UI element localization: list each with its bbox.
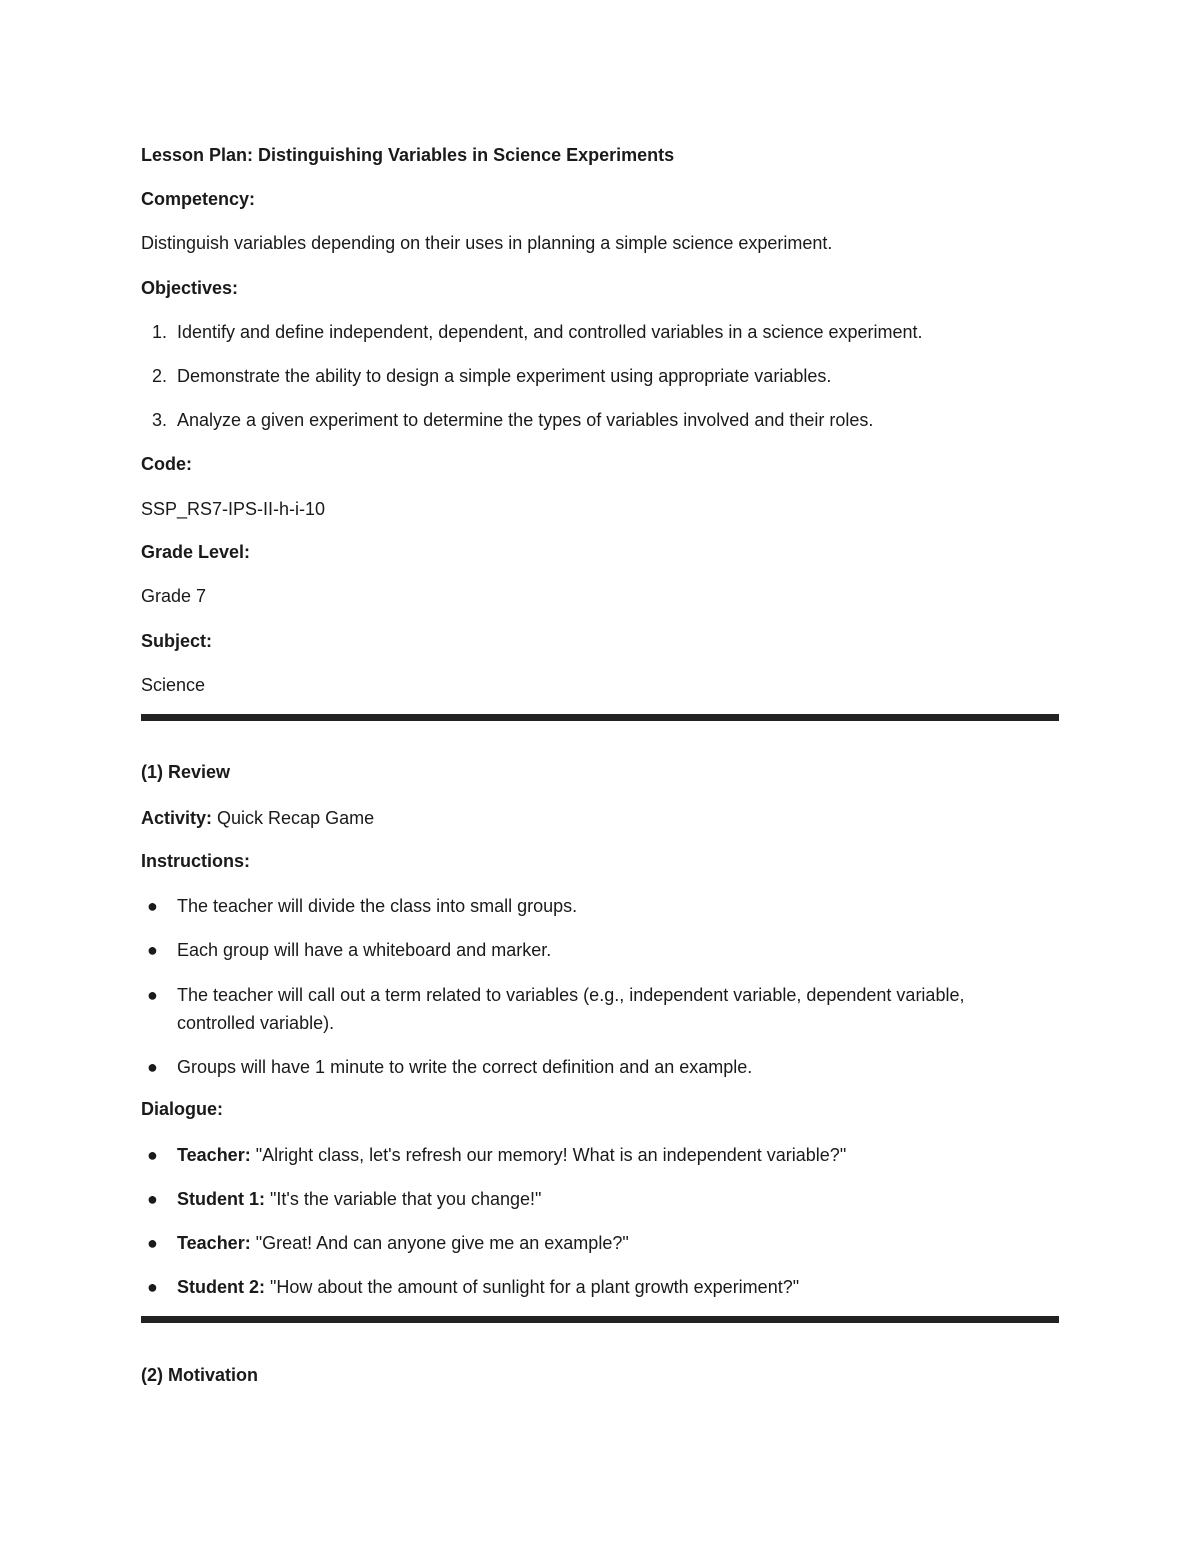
- dialogue-line: "Great! And can anyone give me an example?": [255, 1233, 629, 1253]
- bullet-dot-icon: ●: [147, 985, 158, 1005]
- grade-level-value: Grade 7: [141, 586, 207, 606]
- dialogue-speaker: Teacher:: [177, 1233, 251, 1253]
- objective-number: 1.: [151, 322, 167, 342]
- dialogue-item: [147, 1185, 1017, 1213]
- activity-label: Activity:: [141, 808, 213, 828]
- dialogue-item: [147, 1229, 1017, 1257]
- instruction-item: [147, 936, 1017, 964]
- section-divider: [141, 714, 1059, 721]
- objectives-heading: Objectives:: [141, 278, 239, 298]
- dialogue-item: [147, 1141, 1017, 1169]
- objective-text: Analyze a given experiment to determine the types of variables involved and their roles.: [177, 410, 874, 430]
- dialogue-line: "It's the variable that you change!": [270, 1189, 542, 1209]
- subject-value: Science: [141, 675, 206, 695]
- objective-text: Demonstrate the ability to design a simple experiment using appropriate variables.: [177, 366, 832, 386]
- competency-heading: Competency:: [141, 189, 256, 209]
- review-heading: (1) Review: [141, 762, 231, 782]
- document-page: [141, 0, 1059, 1553]
- subject-heading: Subject:: [141, 631, 213, 651]
- bullet-dot-icon: ●: [147, 896, 158, 916]
- dialogue-speaker: Teacher:: [177, 1145, 251, 1165]
- objective-item: [151, 406, 1017, 434]
- code-heading: Code:: [141, 454, 192, 474]
- dialogue-speaker: Student 2:: [177, 1277, 265, 1297]
- instruction-text: The teacher will divide the class into small groups.: [177, 896, 578, 916]
- document-title: Lesson Plan: Distinguishing Variables in Science Experiments: [141, 145, 675, 165]
- objective-number: 3.: [151, 410, 167, 430]
- activity-line: [141, 806, 374, 830]
- section-divider: [141, 1316, 1059, 1323]
- dialogue-line: "How about the amount of sunlight for a plant growth experiment?": [270, 1277, 800, 1297]
- instruction-item: [147, 1053, 1017, 1081]
- grade-level-heading: Grade Level:: [141, 542, 251, 562]
- instruction-item: [147, 981, 1017, 1037]
- bullet-dot-icon: ●: [147, 1145, 158, 1165]
- bullet-dot-icon: ●: [147, 1277, 158, 1297]
- bullet-dot-icon: ●: [147, 940, 158, 960]
- dialogue-line: "Alright class, let's refresh our memory! What is an independent variable?": [255, 1145, 847, 1165]
- competency-text: Distinguish variables depending on their uses in planning a simple science experiment.: [141, 233, 833, 253]
- dialogue-item: [147, 1273, 1017, 1301]
- instruction-text: Each group will have a whiteboard and marker.: [177, 940, 552, 960]
- instruction-text: Groups will have 1 minute to write the correct definition and an example.: [177, 1057, 753, 1077]
- bullet-dot-icon: ●: [147, 1233, 158, 1253]
- dialogue-heading: Dialogue:: [141, 1099, 224, 1119]
- bullet-dot-icon: ●: [147, 1057, 158, 1077]
- objective-item: [151, 362, 1017, 390]
- instructions-heading: Instructions:: [141, 851, 251, 871]
- objective-item: [151, 318, 1017, 346]
- instruction-text: The teacher will call out a term related to variables (e.g., independent variable, dependent variable, controlled variable).: [177, 985, 965, 1033]
- code-value: SSP_RS7-IPS-II-h-i-10: [141, 499, 326, 519]
- objective-number: 2.: [151, 366, 167, 386]
- dialogue-speaker: Student 1:: [177, 1189, 265, 1209]
- motivation-heading: (2) Motivation: [141, 1365, 258, 1385]
- bullet-dot-icon: ●: [147, 1189, 158, 1209]
- activity-value: Quick Recap Game: [217, 808, 375, 828]
- objective-text: Identify and define independent, dependent, and controlled variables in a science experiment.: [177, 322, 923, 342]
- instruction-item: [147, 892, 1017, 920]
